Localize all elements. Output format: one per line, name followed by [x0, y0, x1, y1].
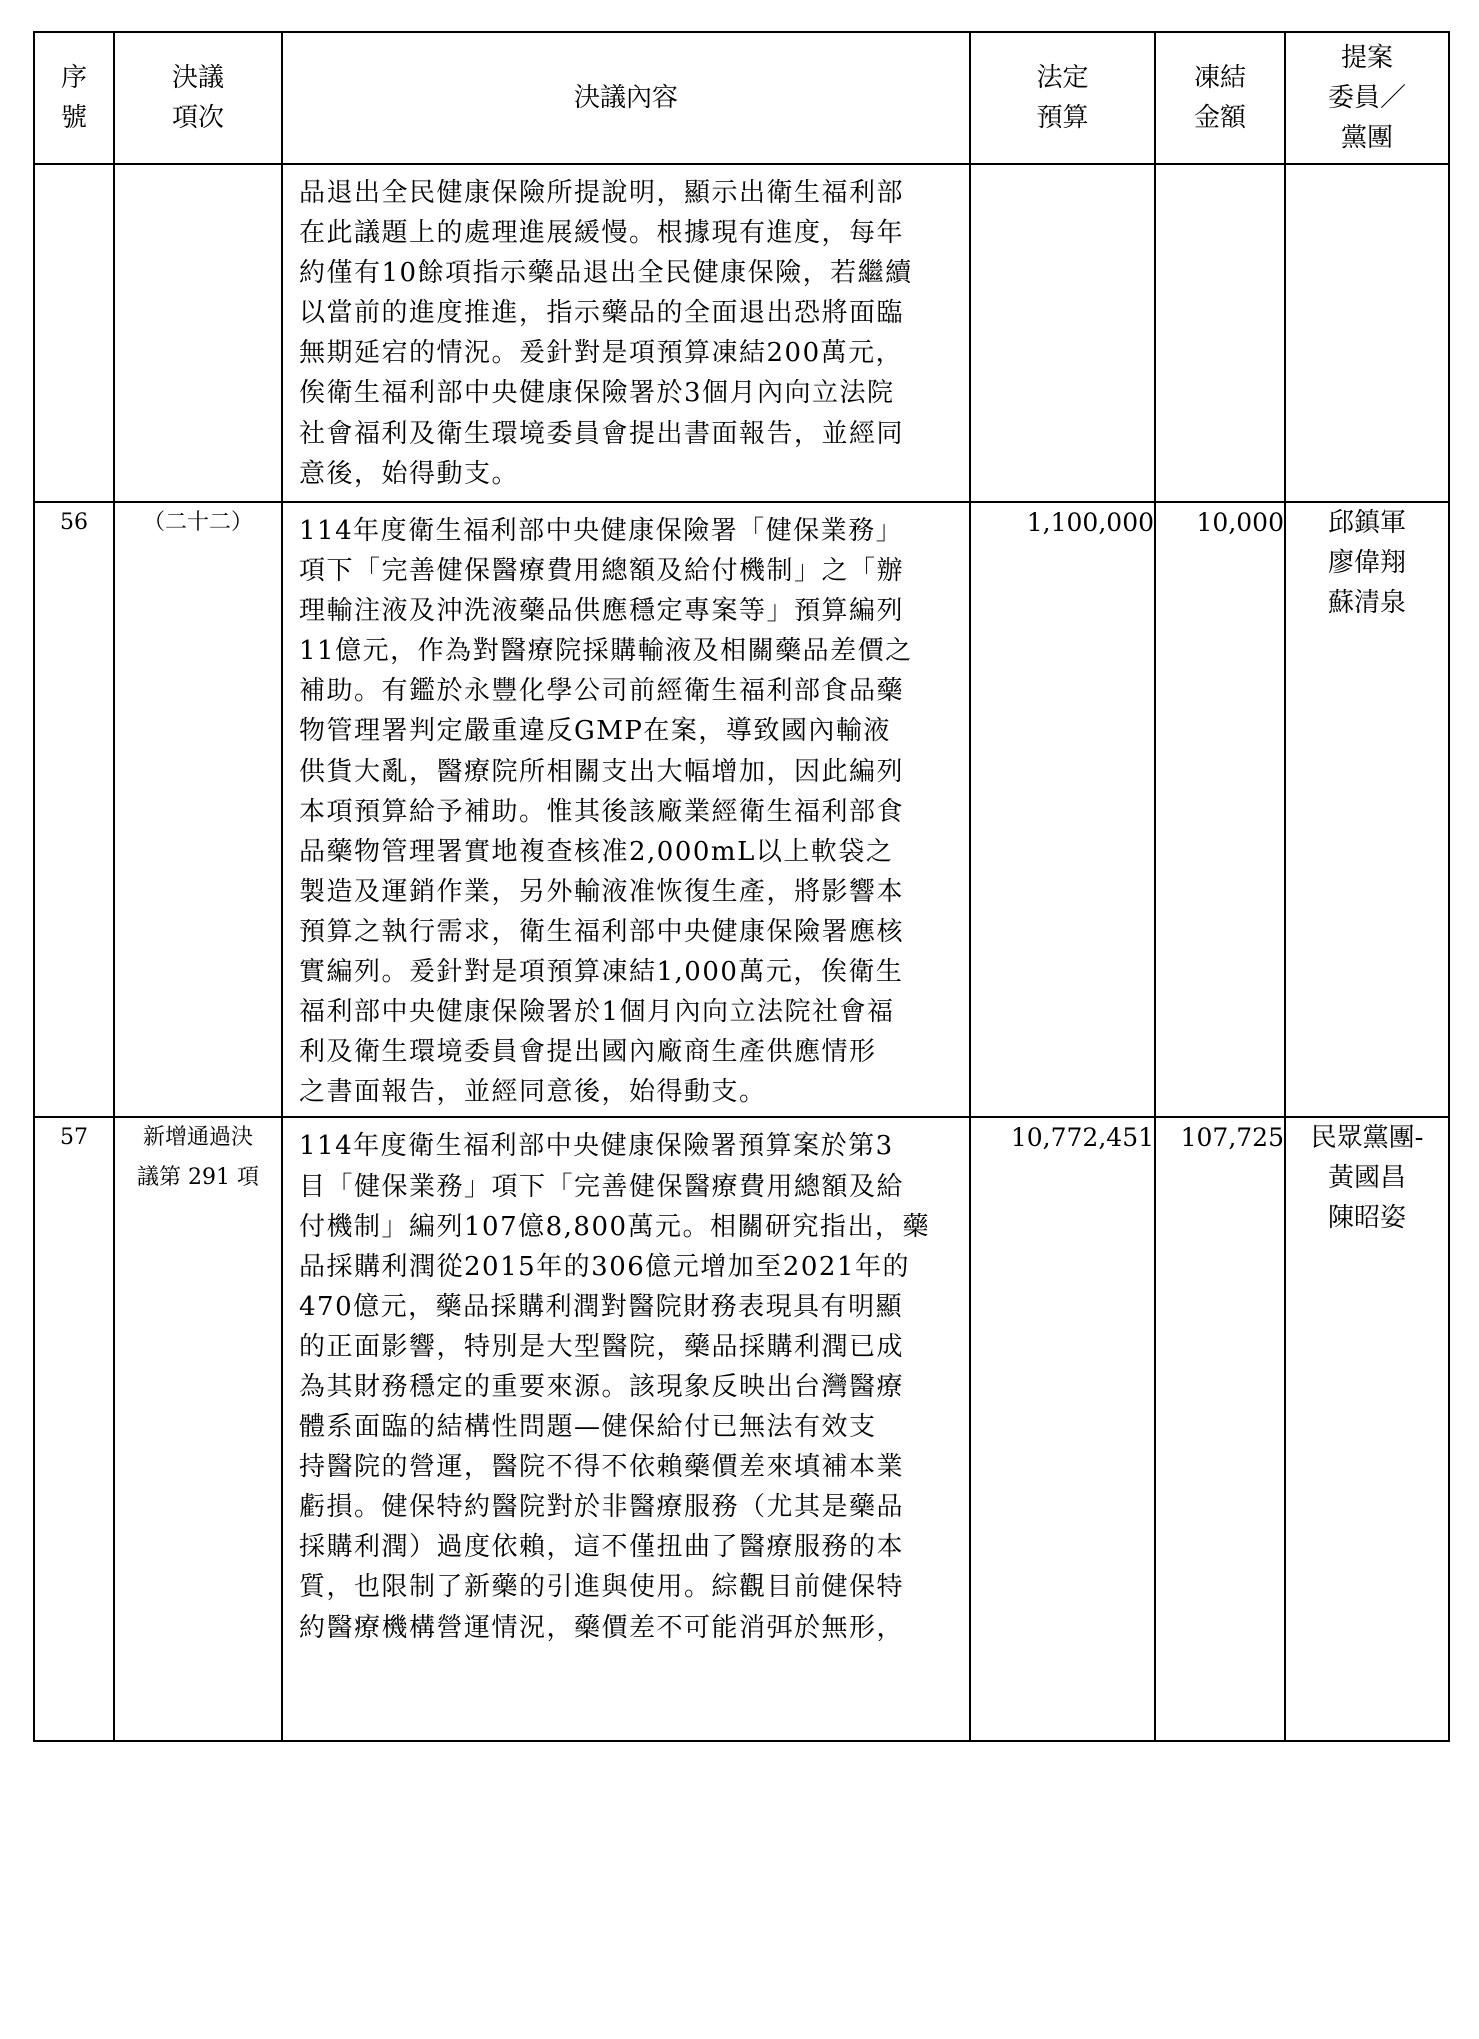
text-line: 實編列。爰針對是項預算凍結1,000萬元，俟衛生 — [299, 957, 904, 988]
text-line: 虧損。健保特約醫院對於非醫療服務（尤其是藥品 — [299, 1492, 905, 1523]
resolution-content-cell — [282, 164, 970, 502]
text-line: 供貨大亂，醫療院所相關支出大幅增加，因此編列 — [299, 756, 905, 787]
text-line: 品採購利潤從2015年的306億元增加至2021年的 — [299, 1251, 910, 1282]
text-line: 利及衛生環境委員會提出國內廠商生產供應情形 — [299, 1037, 877, 1068]
serial-number-cell: 57 — [34, 1117, 114, 1741]
proposer-name: 陳昭姿 — [1327, 1203, 1406, 1234]
resolution-content-cell — [282, 1117, 970, 1741]
text-line: 在此議題上的處理進展緩慢。根據現有進度，每年 — [299, 218, 905, 249]
text-line: 以當前的進度推進，指示藥品的全面退出恐將面臨 — [299, 298, 905, 329]
header-resolution-item-line: 項次 — [171, 103, 224, 133]
resolution-text — [283, 1118, 969, 1651]
header-resolution-item — [114, 32, 282, 164]
text-line: 付機制」編列107億8,800萬元。相關研究指出，藥 — [299, 1211, 931, 1242]
proposer-cell — [1285, 502, 1449, 1117]
header-proposer-line: 提案 — [1340, 43, 1393, 73]
text-line: 福利部中央健康保險署於1個月內向立法院社會福 — [299, 997, 895, 1028]
header-statutory-budget-line: 法定 — [1036, 63, 1089, 93]
text-line: 470億元，藥品採購利潤對醫院財務表現具有明顯 — [299, 1291, 904, 1322]
header-proposer-line: 黨團 — [1340, 123, 1393, 153]
text-line: 約僅有10餘項指示藥品退出全民健康保險，若繼續 — [299, 258, 913, 289]
frozen-amount-cell: 10,000 — [1155, 502, 1285, 1117]
text-line: 項下「完善健保醫療費用總額及給付機制」之「辦 — [299, 556, 905, 587]
resolution-item-cell — [114, 1117, 282, 1741]
resolution-table — [33, 31, 1450, 1742]
statutory-budget-cell: 1,100,000 — [970, 502, 1155, 1117]
text-line: 品退出全民健康保險所提說明，顯示出衛生福利部 — [299, 178, 905, 208]
item-line: （二十二） — [142, 510, 253, 535]
frozen-amount-cell — [1155, 164, 1285, 502]
header-proposer-line: 委員／ — [1327, 83, 1406, 113]
text-line: 理輸注液及沖洗液藥品供應穩定專案等」預算編列 — [299, 596, 905, 627]
header-serial-number — [34, 32, 114, 164]
header-resolution-item-line: 決議 — [171, 63, 224, 93]
text-line: 的正面影響，特別是大型醫院，藥品採購利潤已成 — [299, 1331, 905, 1362]
proposer-cell — [1285, 1117, 1449, 1741]
text-line: 目「健保業務」項下「完善健保醫療費用總額及給 — [299, 1171, 905, 1202]
text-line: 持醫院的營運，醫院不得不依賴藥價差來填補本業 — [299, 1452, 905, 1483]
text-line: 俟衛生福利部中央健康保險署於3個月內向立法院 — [299, 378, 895, 409]
resolution-content-cell — [282, 502, 970, 1117]
table-header-row — [34, 32, 1449, 164]
text-line: 社會福利及衛生環境委員會提出書面報告，並經同 — [299, 418, 905, 449]
resolution-item-cell — [114, 164, 282, 502]
text-line: 11億元，作為對醫療院採購輸液及相關藥品差價之 — [299, 636, 913, 667]
header-resolution-content: 決議內容 — [282, 32, 970, 164]
header-serial-number-line: 序 — [60, 63, 87, 93]
text-line: 為其財務穩定的重要來源。該現象反映出台灣醫療 — [299, 1371, 905, 1402]
proposer-name: 蘇清泉 — [1327, 588, 1406, 618]
header-statutory-budget-line: 預算 — [1036, 103, 1089, 133]
resolution-text — [283, 503, 969, 1116]
text-line: 預算之執行需求，衛生福利部中央健康保險署應核 — [299, 916, 905, 947]
text-line: 品藥物管理署實地複查核准2,000mL以上軟袋之 — [299, 836, 894, 867]
text-line: 意後，始得動支。 — [299, 458, 520, 489]
table-row — [34, 502, 1449, 1117]
header-serial-number-line: 號 — [60, 103, 87, 133]
text-line: 之書面報告，並經同意後，始得動支。 — [299, 1077, 767, 1108]
table-row — [34, 164, 1449, 502]
proposer-name: 黃國昌 — [1327, 1163, 1406, 1194]
item-line: 新增通過決 — [142, 1125, 253, 1151]
text-line: 質，也限制了新藥的引進與使用。綜觀目前健保特 — [299, 1572, 905, 1603]
header-proposer — [1285, 32, 1449, 164]
table-row — [34, 1117, 1449, 1741]
statutory-budget-cell — [970, 164, 1155, 502]
serial-number-cell: 56 — [34, 502, 114, 1117]
resolution-item-cell — [114, 502, 282, 1117]
serial-number-cell — [34, 164, 114, 502]
header-frozen-amount-line: 凍結 — [1193, 63, 1246, 93]
resolution-text — [283, 165, 969, 498]
text-line: 本項預算給予補助。惟其後該廠業經衛生福利部食 — [299, 796, 905, 827]
text-line: 無期延宕的情況。爰針對是項預算凍結200萬元， — [299, 338, 904, 369]
proposer-cell — [1285, 164, 1449, 502]
proposer-name: 廖偉翔 — [1327, 548, 1406, 578]
proposer-name: 邱鎮軍 — [1327, 508, 1406, 538]
header-statutory-budget — [970, 32, 1155, 164]
frozen-amount-cell: 107,725 — [1155, 1117, 1285, 1741]
item-line: 議第 291 項 — [137, 1165, 259, 1191]
text-line: 114年度衛生福利部中央健康保險署預算案於第3 — [299, 1131, 894, 1162]
header-frozen-amount-line: 金額 — [1193, 103, 1246, 133]
header-frozen-amount — [1155, 32, 1285, 164]
text-line: 體系面臨的結構性問題—健保給付已無法有效支 — [299, 1412, 877, 1443]
proposer-name: 民眾黨團- — [1310, 1123, 1424, 1154]
text-line: 約醫療機構營運情況，藥價差不可能消弭於無形， — [299, 1612, 905, 1643]
text-line: 114年度衛生福利部中央健康保險署「健保業務」 — [299, 516, 904, 546]
statutory-budget-cell: 10,772,451 — [970, 1117, 1155, 1741]
text-line: 物管理署判定嚴重違反GMP在案，導致國內輸液 — [299, 716, 891, 747]
text-line: 製造及運銷作業，另外輸液准恢復生產，將影響本 — [299, 876, 905, 907]
text-line: 補助。有鑑於永豐化學公司前經衛生福利部食品藥 — [299, 676, 905, 707]
text-line: 採購利潤）過度依賴，這不僅扭曲了醫療服務的本 — [299, 1532, 905, 1563]
